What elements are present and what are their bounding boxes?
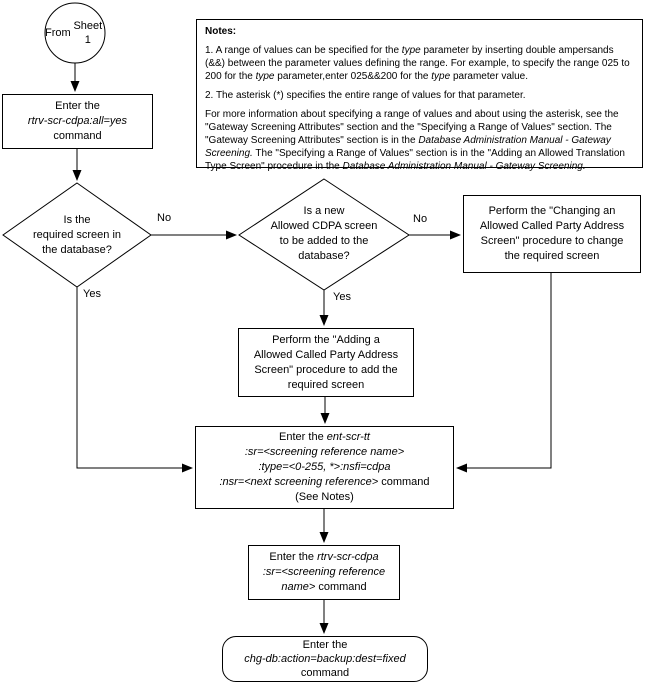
decision-required-screen-text: Is the required screen in the database?	[32, 214, 122, 256]
process-enter-rtrv-scr-cdpa-sr-text: Enter the rtrv-scr-cdpa :sr=<screening reference name> command	[262, 551, 386, 593]
connector-changing-to-ent	[457, 273, 551, 468]
process-changing-cdpa-screen-text: Perform the "Changing an Allowed Called Party Address Screen" procedure to change the required screen	[479, 205, 625, 262]
edge-label-no-decision2: No	[413, 213, 428, 225]
process-adding-cdpa-screen	[238, 328, 414, 397]
note-3: For more information about specifying a range of values and about using the asterisk, see the "Gateway Screening Attributes" section and the "Specifying a Range of Values" section. The "Gateway Screening Attributes" section is in the Database Administration Manual - Gateway Screening. The "Specifying a Range of Values" section is in the "Adding an Allowed Translation Type Screen" procedure in the Database Administration Manual - Gateway Screening.	[205, 109, 625, 172]
notes-title: Notes:	[205, 26, 237, 37]
process-changing-cdpa-screen	[463, 195, 641, 273]
decision-new-cdpa-screen-text: Is a new Allowed CDPA screen to be added to the database?	[270, 205, 378, 262]
process-enter-rtrv-scr-cdpa-all-text: Enter the rtrv-scr-cdpa:all=yes command	[27, 100, 128, 142]
edge-label-no-decision1: No	[157, 212, 172, 224]
process-adding-cdpa-screen-text: Perform the "Adding a Allowed Called Party Address Screen" procedure to add the required screen	[253, 333, 399, 391]
notes-box	[196, 19, 643, 172]
process-enter-rtrv-scr-cdpa-sr	[248, 545, 400, 600]
note-2: 2. The asterisk (*) specifies the entire range of values for that parameter.	[205, 90, 526, 101]
note-1: 1. A range of values can be specified for the type parameter by inserting double ampersands (&&) between the parameter values defining the range. For example, to specify the range 025 to 200 for the type parameter,enter 025&&200 for the type parameter value.	[205, 45, 630, 82]
start-terminator-label: From Sheet 1	[45, 20, 103, 46]
process-enter-ent-scr-tt	[195, 426, 454, 509]
connector-decision1-yes-to-ent	[77, 287, 192, 468]
process-enter-ent-scr-tt-text: Enter the ent-scr-tt :sr=<screening reference name> :type=<0-255, *>:nsfi=cdpa :nsr=<next screening reference> command (See Notes)	[219, 431, 430, 503]
edge-label-yes-decision2: Yes	[333, 291, 351, 303]
process-enter-rtrv-scr-cdpa-all	[2, 94, 153, 149]
terminator-chg-db-backup	[222, 636, 428, 682]
edge-label-yes-decision1: Yes	[83, 288, 101, 300]
terminator-chg-db-backup-text: Enter the chg-db:action=backup:dest=fixed command	[244, 639, 406, 679]
